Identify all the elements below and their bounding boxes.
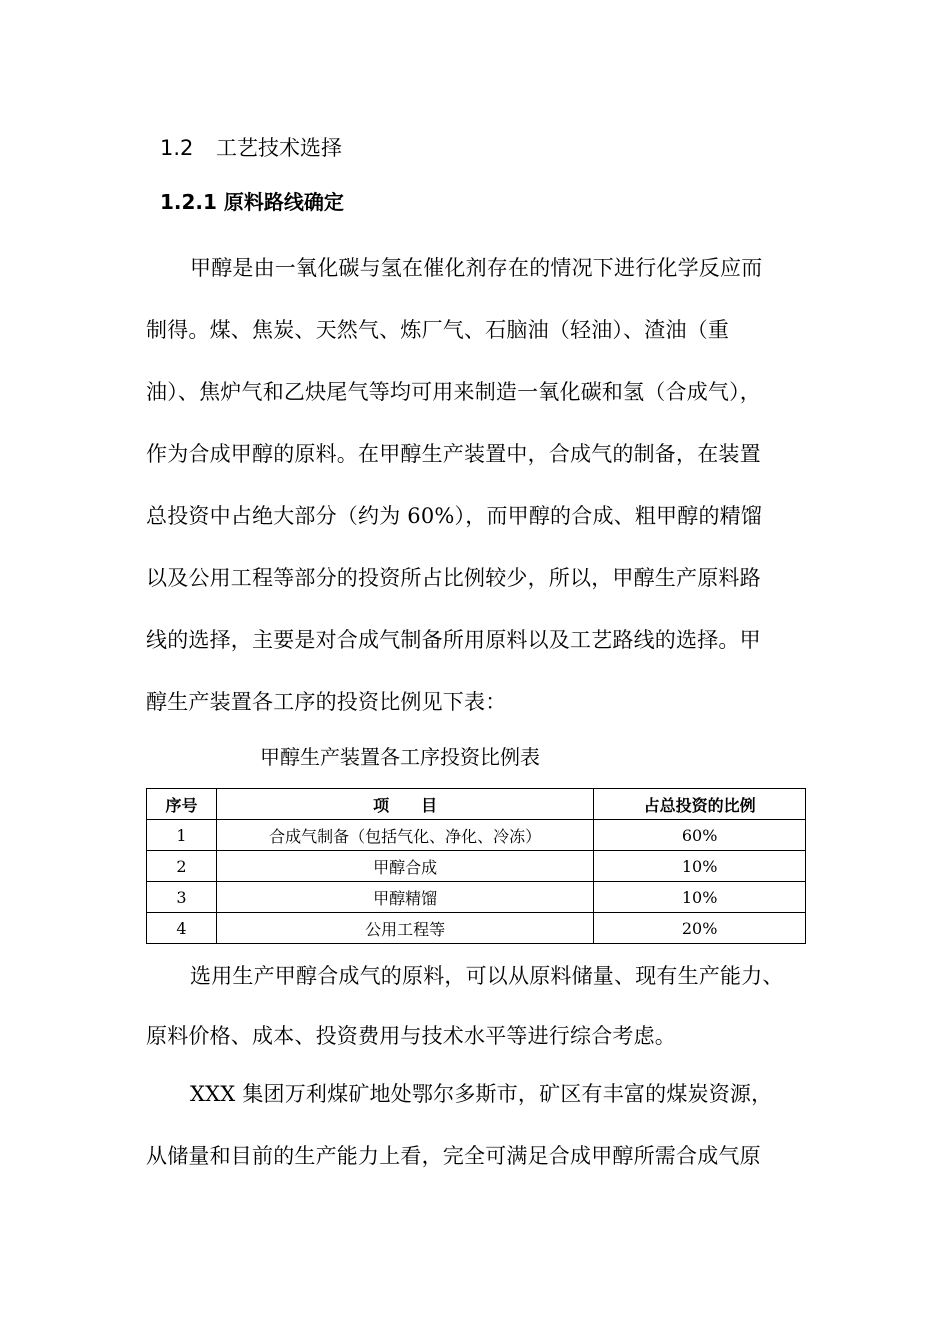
cell-item: 甲醇合成 (216, 851, 593, 882)
paragraph-line: 醇生产装置各工序的投资比例见下表： (146, 690, 507, 714)
cell-ratio: 60% (594, 820, 806, 851)
table-caption: 甲醇生产装置各工序投资比例表 (260, 745, 540, 769)
paragraph-line: 从储量和目前的生产能力上看，完全可满足合成甲醇所需合成气原 (146, 1144, 761, 1168)
section-number: 1.2 (160, 136, 194, 160)
paragraph-line: 以及公用工程等部分的投资所占比例较少，所以，甲醇生产原料路 (146, 566, 761, 590)
cell-index: 4 (147, 913, 217, 944)
paragraph-line: 制得。煤、焦炭、天然气、炼厂气、石脑油（轻油）、渣油（重 (146, 318, 730, 342)
table-header-row (147, 789, 806, 820)
paragraph-line: 原料价格、成本、投资费用与技术水平等进行综合考虑。 (146, 1024, 676, 1048)
paragraph-line: 作为合成甲醇的原料。在甲醇生产装置中，合成气的制备，在装置 (146, 442, 761, 466)
paragraph-line: 油）、焦炉气和乙炔尾气等均可用来制造一氧化碳和氢（合成气）， (146, 380, 761, 404)
paragraph-line: 总投资中占绝大部分（约为 60%），而甲醇的合成、粗甲醇的精馏 (146, 504, 763, 528)
paragraph-line: 选用生产甲醇合成气的原料，可以从原料储量、现有生产能力、 (190, 964, 784, 988)
paragraph-line: XXX 集团万利煤矿地处鄂尔多斯市，矿区有丰富的煤炭资源， (190, 1082, 773, 1106)
cell-item: 公用工程等 (216, 913, 593, 944)
cell-ratio: 10% (594, 882, 806, 913)
table-row (147, 820, 806, 851)
table-row (147, 882, 806, 913)
paragraph-line: 线的选择，主要是对合成气制备所用原料以及工艺路线的选择。甲 (146, 628, 761, 652)
paragraph-line: 甲醇是由一氧化碳与氢在催化剂存在的情况下进行化学反应而 (190, 256, 763, 280)
cell-ratio: 20% (594, 913, 806, 944)
header-index: 序号 (147, 789, 217, 820)
cell-item: 甲醇精馏 (216, 882, 593, 913)
cell-item: 合成气制备（包括气化、净化、冷冻） (216, 820, 593, 851)
cell-index: 1 (147, 820, 217, 851)
table-row (147, 851, 806, 882)
cell-index: 3 (147, 882, 217, 913)
cell-index: 2 (147, 851, 217, 882)
subsection-heading: 1.2.1 原料路线确定 (160, 190, 344, 214)
cell-ratio: 10% (594, 851, 806, 882)
investment-ratio-table (146, 788, 806, 944)
section-title: 工艺技术选择 (216, 136, 342, 160)
header-ratio: 占总投资的比例 (594, 789, 806, 820)
header-item: 项 目 (216, 789, 593, 820)
section-heading (160, 133, 342, 163)
table-row (147, 913, 806, 944)
